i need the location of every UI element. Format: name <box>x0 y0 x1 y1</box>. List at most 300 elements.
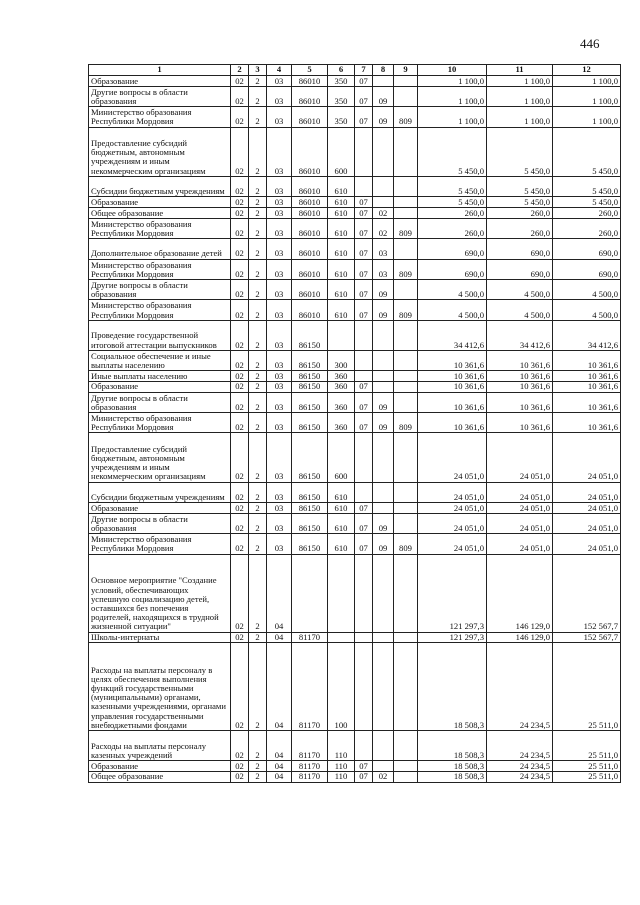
code-cell: 86010 <box>292 259 328 279</box>
amount-cell: 24 051,0 <box>487 534 553 554</box>
amount-cell: 10 361,6 <box>418 371 487 382</box>
code-cell: 809 <box>394 218 418 238</box>
amount-cell: 146 129,0 <box>487 632 553 643</box>
code-cell: 86010 <box>292 218 328 238</box>
code-cell <box>373 320 394 350</box>
row-name-cell: Образование <box>89 197 231 208</box>
code-cell <box>373 643 394 731</box>
amount-cell: 152 567,7 <box>553 554 621 632</box>
amount-cell: 24 234,5 <box>487 761 553 772</box>
code-cell: 86150 <box>292 503 328 514</box>
amount-cell: 4 500,0 <box>553 279 621 299</box>
code-cell: 100 <box>328 643 355 731</box>
code-cell: 110 <box>328 731 355 761</box>
amount-cell: 1 100,0 <box>418 76 487 87</box>
code-cell: 02 <box>231 86 249 106</box>
code-cell: 86010 <box>292 176 328 196</box>
code-cell: 86150 <box>292 371 328 382</box>
amount-cell: 4 500,0 <box>487 300 553 320</box>
amount-cell: 1 100,0 <box>553 76 621 87</box>
amount-cell: 5 450,0 <box>553 127 621 176</box>
amount-cell: 10 361,6 <box>418 413 487 433</box>
table-row <box>89 632 621 643</box>
row-name-cell: Министерство образования Республики Мордовия <box>89 107 231 127</box>
code-cell: 07 <box>355 534 373 554</box>
row-name-cell: Общее образование <box>89 771 231 782</box>
amount-cell: 24 234,5 <box>487 771 553 782</box>
row-name-cell: Дополнительное образование детей <box>89 239 231 259</box>
code-cell: 03 <box>267 482 292 502</box>
code-cell: 09 <box>373 413 394 433</box>
code-cell: 2 <box>249 86 267 106</box>
code-cell: 2 <box>249 127 267 176</box>
code-cell: 86150 <box>292 350 328 370</box>
code-cell: 03 <box>267 381 292 392</box>
column-header: 12 <box>553 65 621 76</box>
code-cell: 610 <box>328 503 355 514</box>
amount-cell: 260,0 <box>553 207 621 218</box>
code-cell: 02 <box>231 513 249 533</box>
amount-cell: 690,0 <box>487 259 553 279</box>
amount-cell: 25 511,0 <box>553 761 621 772</box>
code-cell: 81170 <box>292 771 328 782</box>
table-row <box>89 371 621 382</box>
table-row <box>89 482 621 502</box>
code-cell: 07 <box>355 197 373 208</box>
amount-cell: 1 100,0 <box>553 107 621 127</box>
row-name-cell: Предоставление субсидий бюджетным, автономным учреждениям и иным некоммерческим организациям <box>89 433 231 482</box>
code-cell: 07 <box>355 300 373 320</box>
code-cell: 110 <box>328 761 355 772</box>
amount-cell: 25 511,0 <box>553 731 621 761</box>
code-cell: 02 <box>231 554 249 632</box>
code-cell <box>394 207 418 218</box>
table-row <box>89 554 621 632</box>
amount-cell: 260,0 <box>418 207 487 218</box>
code-cell: 02 <box>373 771 394 782</box>
table-row <box>89 381 621 392</box>
code-cell: 86010 <box>292 279 328 299</box>
code-cell: 809 <box>394 107 418 127</box>
amount-cell: 10 361,6 <box>553 413 621 433</box>
code-cell: 809 <box>394 534 418 554</box>
code-cell: 04 <box>267 771 292 782</box>
amount-cell: 5 450,0 <box>418 197 487 208</box>
code-cell: 809 <box>394 413 418 433</box>
code-cell <box>394 632 418 643</box>
code-cell <box>355 632 373 643</box>
column-header: 2 <box>231 65 249 76</box>
code-cell: 04 <box>267 554 292 632</box>
code-cell <box>394 371 418 382</box>
code-cell: 2 <box>249 76 267 87</box>
amount-cell: 24 051,0 <box>418 513 487 533</box>
code-cell: 86150 <box>292 320 328 350</box>
code-cell: 02 <box>231 381 249 392</box>
code-cell: 2 <box>249 503 267 514</box>
amount-cell: 10 361,6 <box>418 392 487 412</box>
amount-cell: 24 051,0 <box>487 513 553 533</box>
amount-cell: 24 051,0 <box>487 503 553 514</box>
amount-cell: 25 511,0 <box>553 771 621 782</box>
row-name-cell: Проведение государственной итоговой аттестации выпускников <box>89 320 231 350</box>
code-cell: 360 <box>328 371 355 382</box>
code-cell: 02 <box>231 127 249 176</box>
code-cell: 86010 <box>292 86 328 106</box>
code-cell <box>355 731 373 761</box>
code-cell <box>373 197 394 208</box>
amount-cell: 24 051,0 <box>553 433 621 482</box>
code-cell: 86010 <box>292 300 328 320</box>
code-cell: 02 <box>373 218 394 238</box>
amount-cell: 5 450,0 <box>487 197 553 208</box>
code-cell: 809 <box>394 259 418 279</box>
code-cell: 02 <box>231 643 249 731</box>
code-cell <box>394 482 418 502</box>
table-row <box>89 771 621 782</box>
code-cell: 86010 <box>292 107 328 127</box>
code-cell: 04 <box>267 643 292 731</box>
code-cell: 02 <box>231 632 249 643</box>
amount-cell: 5 450,0 <box>487 176 553 196</box>
code-cell: 2 <box>249 107 267 127</box>
amount-cell: 1 100,0 <box>553 86 621 106</box>
table-row <box>89 643 621 731</box>
amount-cell: 34 412,6 <box>418 320 487 350</box>
table-row <box>89 197 621 208</box>
table-row <box>89 320 621 350</box>
code-cell <box>355 127 373 176</box>
code-cell: 2 <box>249 239 267 259</box>
table-row <box>89 259 621 279</box>
code-cell <box>292 554 328 632</box>
row-name-cell: Министерство образования Республики Мордовия <box>89 413 231 433</box>
amount-cell: 10 361,6 <box>553 350 621 370</box>
code-cell: 03 <box>267 279 292 299</box>
code-cell <box>328 320 355 350</box>
code-cell: 2 <box>249 433 267 482</box>
code-cell: 86010 <box>292 197 328 208</box>
amount-cell: 690,0 <box>553 239 621 259</box>
code-cell: 07 <box>355 76 373 87</box>
table-row <box>89 279 621 299</box>
code-cell <box>394 197 418 208</box>
table-row <box>89 392 621 412</box>
code-cell <box>355 554 373 632</box>
code-cell <box>394 239 418 259</box>
column-header: 11 <box>487 65 553 76</box>
code-cell: 02 <box>231 76 249 87</box>
code-cell: 03 <box>267 76 292 87</box>
amount-cell: 18 508,3 <box>418 731 487 761</box>
code-cell: 2 <box>249 381 267 392</box>
code-cell: 610 <box>328 176 355 196</box>
code-cell: 610 <box>328 300 355 320</box>
code-cell: 81170 <box>292 731 328 761</box>
amount-cell: 18 508,3 <box>418 643 487 731</box>
code-cell <box>394 320 418 350</box>
column-header: 4 <box>267 65 292 76</box>
code-cell: 02 <box>231 534 249 554</box>
code-cell: 86010 <box>292 239 328 259</box>
table-row <box>89 207 621 218</box>
code-cell: 09 <box>373 513 394 533</box>
amount-cell: 24 051,0 <box>487 482 553 502</box>
code-cell: 81170 <box>292 761 328 772</box>
code-cell: 09 <box>373 534 394 554</box>
amount-cell: 1 100,0 <box>418 107 487 127</box>
code-cell <box>394 433 418 482</box>
table-row <box>89 86 621 106</box>
row-name-cell: Другие вопросы в области образования <box>89 513 231 533</box>
code-cell: 2 <box>249 761 267 772</box>
code-cell: 03 <box>373 259 394 279</box>
column-header: 1 <box>89 65 231 76</box>
amount-cell: 260,0 <box>418 218 487 238</box>
amount-cell: 10 361,6 <box>487 413 553 433</box>
amount-cell: 18 508,3 <box>418 761 487 772</box>
row-name-cell: Основное мероприятие "Создание условий, обеспечивающих успешную социализацию детей, оставшихся без попечения родителей, находящихся в трудной жизненной ситуации" <box>89 554 231 632</box>
code-cell: 2 <box>249 771 267 782</box>
code-cell: 07 <box>355 279 373 299</box>
code-cell: 02 <box>231 392 249 412</box>
column-header: 5 <box>292 65 328 76</box>
code-cell: 86150 <box>292 392 328 412</box>
table-row <box>89 731 621 761</box>
table-row <box>89 350 621 370</box>
amount-cell: 10 361,6 <box>418 350 487 370</box>
code-cell <box>355 176 373 196</box>
code-cell: 2 <box>249 207 267 218</box>
page-number: 446 <box>580 36 600 51</box>
header-row <box>89 65 621 76</box>
row-name-cell: Иные выплаты населению <box>89 371 231 382</box>
column-header: 3 <box>249 65 267 76</box>
code-cell: 02 <box>231 107 249 127</box>
amount-cell: 10 361,6 <box>553 381 621 392</box>
amount-cell: 10 361,6 <box>487 392 553 412</box>
code-cell: 2 <box>249 632 267 643</box>
code-cell <box>373 761 394 772</box>
table-row <box>89 413 621 433</box>
code-cell <box>355 433 373 482</box>
amount-cell: 4 500,0 <box>487 279 553 299</box>
code-cell: 02 <box>231 176 249 196</box>
code-cell: 02 <box>231 771 249 782</box>
code-cell: 03 <box>267 513 292 533</box>
code-cell: 2 <box>249 176 267 196</box>
code-cell: 03 <box>267 371 292 382</box>
column-header: 10 <box>418 65 487 76</box>
code-cell: 809 <box>394 300 418 320</box>
code-cell <box>373 127 394 176</box>
amount-cell: 34 412,6 <box>487 320 553 350</box>
code-cell: 610 <box>328 534 355 554</box>
code-cell: 02 <box>231 197 249 208</box>
code-cell: 02 <box>231 761 249 772</box>
amount-cell: 121 297,3 <box>418 554 487 632</box>
code-cell: 110 <box>328 771 355 782</box>
code-cell <box>394 554 418 632</box>
amount-cell: 690,0 <box>418 239 487 259</box>
row-name-cell: Расходы на выплаты персоналу казенных учреждений <box>89 731 231 761</box>
code-cell: 02 <box>231 259 249 279</box>
code-cell: 03 <box>267 300 292 320</box>
row-name-cell: Общее образование <box>89 207 231 218</box>
amount-cell: 24 234,5 <box>487 643 553 731</box>
code-cell <box>373 554 394 632</box>
code-cell: 03 <box>267 433 292 482</box>
code-cell: 07 <box>355 771 373 782</box>
code-cell: 03 <box>267 392 292 412</box>
code-cell: 2 <box>249 413 267 433</box>
code-cell: 03 <box>267 218 292 238</box>
code-cell: 350 <box>328 86 355 106</box>
code-cell: 02 <box>231 433 249 482</box>
amount-cell: 34 412,6 <box>553 320 621 350</box>
amount-cell: 1 100,0 <box>418 86 487 106</box>
table-row <box>89 513 621 533</box>
row-name-cell: Министерство образования Республики Мордовия <box>89 534 231 554</box>
code-cell <box>394 761 418 772</box>
code-cell: 03 <box>267 239 292 259</box>
amount-cell: 24 051,0 <box>553 482 621 502</box>
amount-cell: 10 361,6 <box>487 381 553 392</box>
code-cell: 07 <box>355 239 373 259</box>
code-cell <box>355 643 373 731</box>
table-row <box>89 107 621 127</box>
code-cell: 2 <box>249 279 267 299</box>
code-cell <box>394 513 418 533</box>
code-cell: 03 <box>373 239 394 259</box>
code-cell: 610 <box>328 239 355 259</box>
code-cell: 03 <box>267 107 292 127</box>
code-cell <box>394 279 418 299</box>
code-cell: 86150 <box>292 413 328 433</box>
code-cell <box>394 176 418 196</box>
amount-cell: 24 051,0 <box>553 534 621 554</box>
code-cell <box>373 433 394 482</box>
amount-cell: 25 511,0 <box>553 643 621 731</box>
amount-cell: 24 234,5 <box>487 731 553 761</box>
amount-cell: 10 361,6 <box>553 392 621 412</box>
code-cell <box>355 350 373 370</box>
code-cell: 610 <box>328 259 355 279</box>
amount-cell: 24 051,0 <box>487 433 553 482</box>
code-cell: 350 <box>328 76 355 87</box>
code-cell: 07 <box>355 107 373 127</box>
code-cell: 09 <box>373 107 394 127</box>
code-cell: 600 <box>328 127 355 176</box>
code-cell <box>394 76 418 87</box>
code-cell: 03 <box>267 207 292 218</box>
amount-cell: 24 051,0 <box>418 482 487 502</box>
code-cell: 360 <box>328 392 355 412</box>
column-header: 8 <box>373 65 394 76</box>
code-cell: 03 <box>267 127 292 176</box>
code-cell: 03 <box>267 534 292 554</box>
code-cell: 2 <box>249 554 267 632</box>
amount-cell: 1 100,0 <box>487 76 553 87</box>
amount-cell: 5 450,0 <box>553 197 621 208</box>
code-cell: 610 <box>328 513 355 533</box>
code-cell: 04 <box>267 632 292 643</box>
code-cell: 2 <box>249 259 267 279</box>
table-row <box>89 239 621 259</box>
code-cell: 610 <box>328 197 355 208</box>
code-cell: 04 <box>267 731 292 761</box>
code-cell <box>328 554 355 632</box>
row-name-cell: Образование <box>89 761 231 772</box>
table-row <box>89 176 621 196</box>
row-name-cell: Другие вопросы в области образования <box>89 86 231 106</box>
code-cell <box>373 371 394 382</box>
code-cell: 07 <box>355 218 373 238</box>
code-cell: 02 <box>231 413 249 433</box>
amount-cell: 10 361,6 <box>553 371 621 382</box>
code-cell: 09 <box>373 392 394 412</box>
code-cell <box>328 632 355 643</box>
row-name-cell: Предоставление субсидий бюджетным, автономным учреждениям и иным некоммерческим организациям <box>89 127 231 176</box>
table-row <box>89 534 621 554</box>
code-cell: 610 <box>328 207 355 218</box>
table-row <box>89 218 621 238</box>
code-cell <box>355 371 373 382</box>
code-cell: 02 <box>231 207 249 218</box>
row-name-cell: Субсидии бюджетным учреждениям <box>89 176 231 196</box>
row-name-cell: Министерство образования Республики Мордовия <box>89 218 231 238</box>
code-cell: 07 <box>355 381 373 392</box>
row-name-cell: Другие вопросы в области образования <box>89 279 231 299</box>
amount-cell: 24 051,0 <box>418 503 487 514</box>
amount-cell: 1 100,0 <box>487 86 553 106</box>
code-cell: 86150 <box>292 534 328 554</box>
code-cell <box>373 76 394 87</box>
code-cell <box>355 320 373 350</box>
column-header: 9 <box>394 65 418 76</box>
code-cell <box>394 350 418 370</box>
code-cell: 02 <box>231 239 249 259</box>
row-name-cell: Субсидии бюджетным учреждениям <box>89 482 231 502</box>
code-cell: 2 <box>249 218 267 238</box>
amount-cell: 5 450,0 <box>418 176 487 196</box>
code-cell: 360 <box>328 381 355 392</box>
code-cell: 07 <box>355 413 373 433</box>
code-cell: 2 <box>249 320 267 350</box>
code-cell: 07 <box>355 259 373 279</box>
code-cell: 02 <box>231 320 249 350</box>
code-cell: 86150 <box>292 482 328 502</box>
code-cell <box>394 771 418 782</box>
code-cell: 02 <box>231 279 249 299</box>
code-cell: 610 <box>328 279 355 299</box>
code-cell <box>394 503 418 514</box>
row-name-cell: Образование <box>89 503 231 514</box>
code-cell: 86010 <box>292 207 328 218</box>
code-cell: 02 <box>231 371 249 382</box>
code-cell: 07 <box>355 86 373 106</box>
code-cell: 02 <box>231 482 249 502</box>
code-cell: 86010 <box>292 76 328 87</box>
table-row <box>89 761 621 772</box>
row-name-cell: Расходы на выплаты персоналу в целях обеспечения выполнения функций государственными (муниципальными) органами, казенными учреждениями, органами управления государственными внебюджетными фондами <box>89 643 231 731</box>
code-cell: 07 <box>355 392 373 412</box>
amount-cell: 5 450,0 <box>418 127 487 176</box>
row-name-cell: Образование <box>89 381 231 392</box>
code-cell: 03 <box>267 350 292 370</box>
code-cell: 03 <box>267 320 292 350</box>
amount-cell: 5 450,0 <box>487 127 553 176</box>
